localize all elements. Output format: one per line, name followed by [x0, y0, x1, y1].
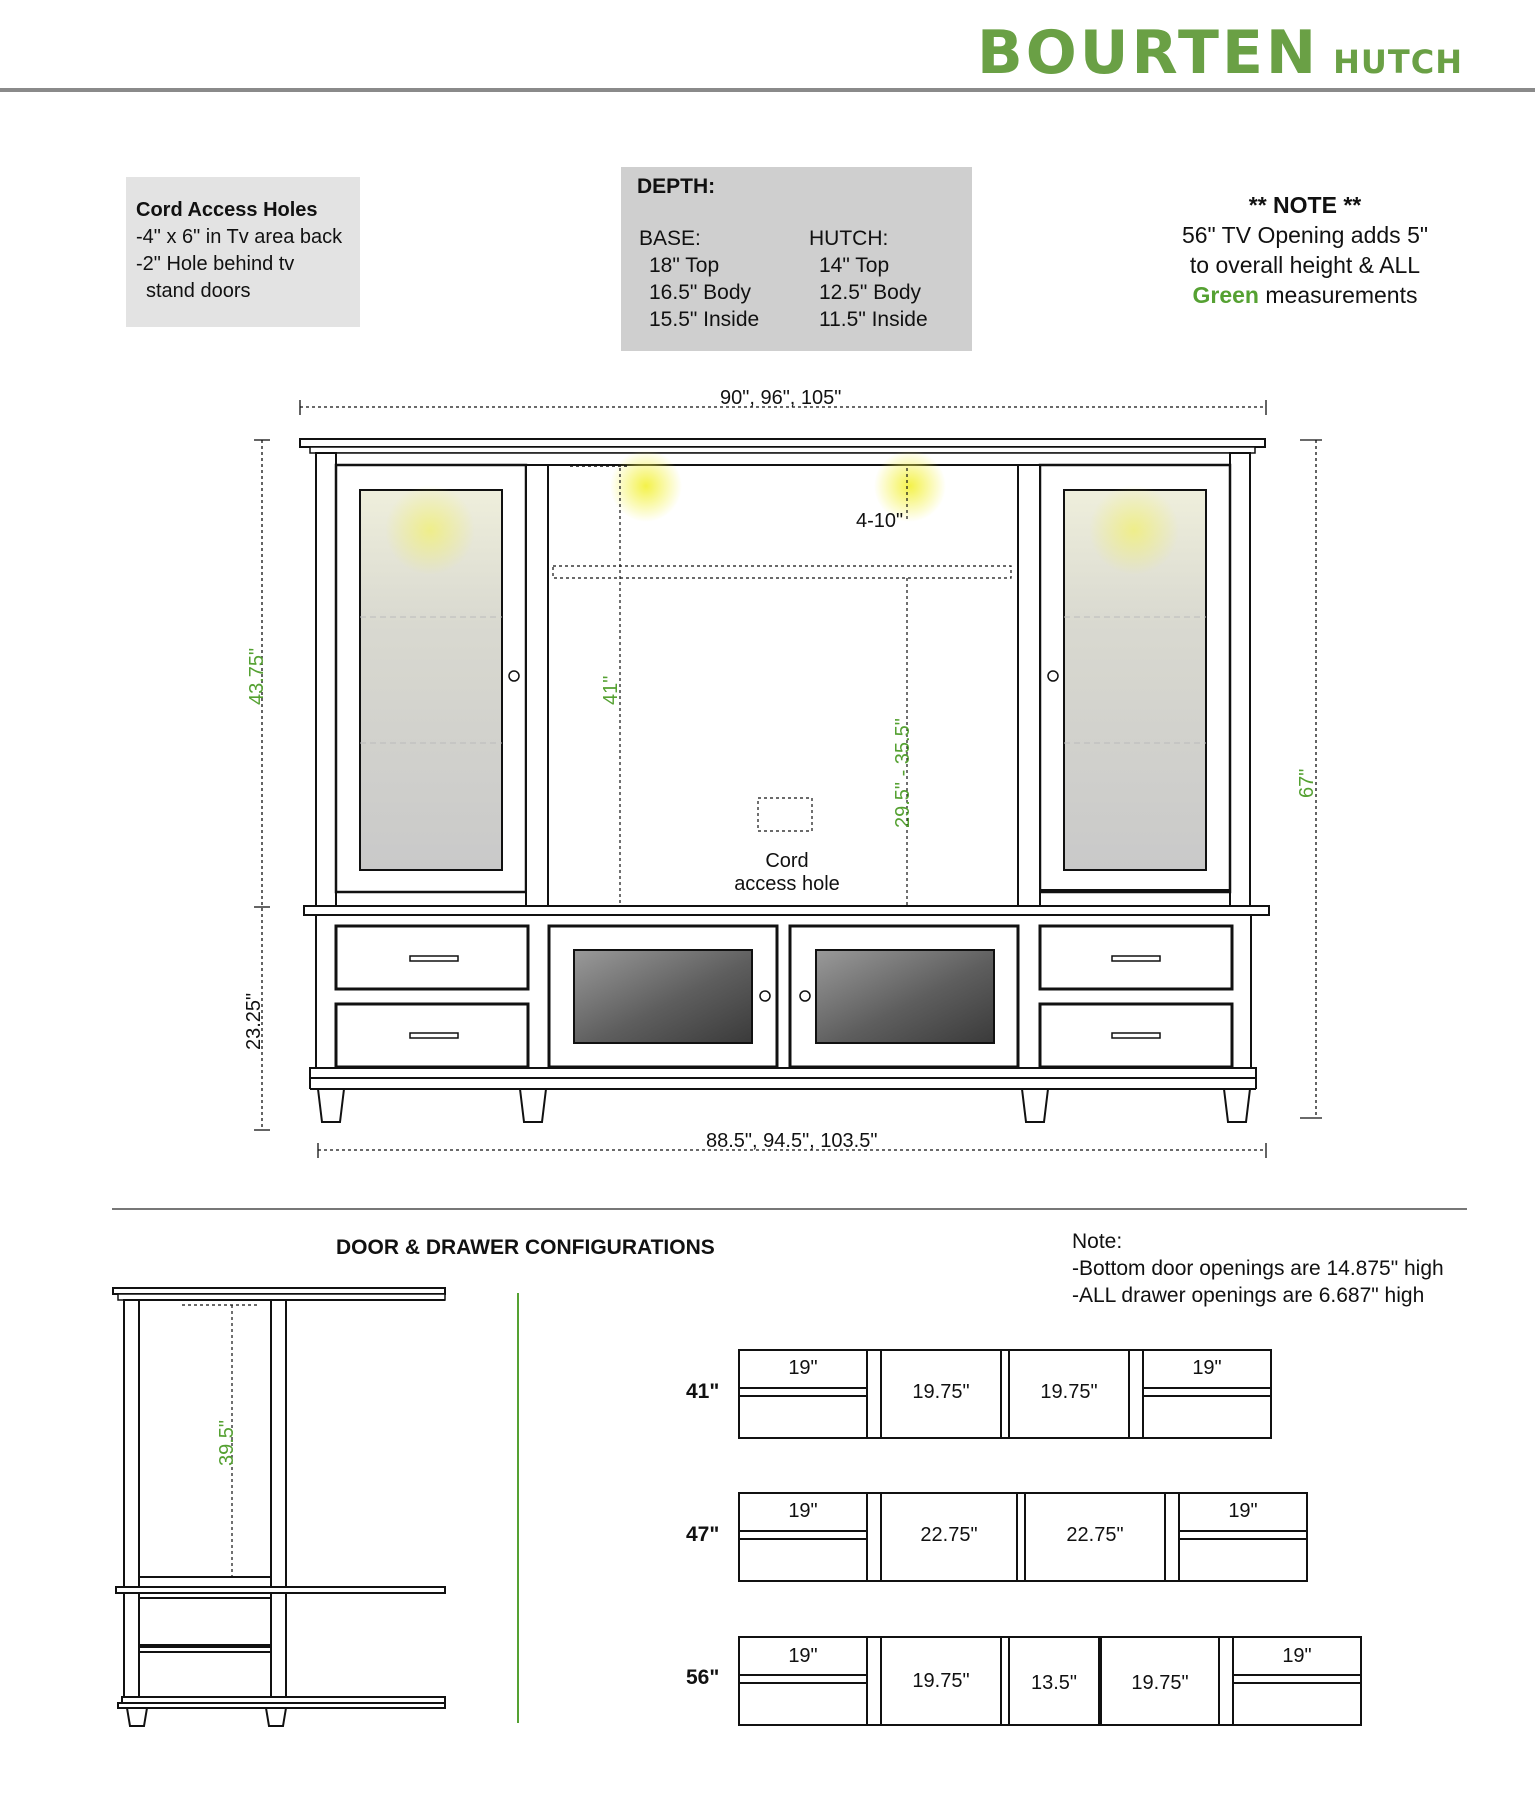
depth-base-item: 18" Top	[649, 254, 720, 277]
depth-hutch-item: 14" Top	[819, 254, 890, 277]
depth-hutch-item: 11.5" Inside	[819, 308, 928, 331]
config-cell-label: 19.75"	[1131, 1672, 1189, 1694]
depth-title: DEPTH:	[637, 175, 716, 198]
config-cell-label: 19.75"	[1040, 1381, 1098, 1403]
config-cell-label: 19"	[1192, 1357, 1222, 1379]
config-cell-label: 13.5"	[1030, 1672, 1078, 1694]
top-width-label: 90", 96", 105"	[720, 387, 842, 409]
cord-box-line: stand doors	[146, 280, 251, 302]
base-height-label: 23.25"	[243, 992, 265, 1050]
config-row-label: 47"	[686, 1523, 720, 1546]
opening-height-label: 41"	[600, 675, 622, 705]
note-line: to overall height & ALL	[1189, 252, 1421, 278]
config-cell-label: 19"	[788, 1645, 818, 1667]
configurations-note-line: -ALL drawer openings are 6.687" high	[1072, 1284, 1425, 1307]
side-height-label: 39.5"	[216, 1419, 238, 1466]
cord-box-line: -2" Hole behind tv	[136, 253, 295, 275]
configurations-title: DOOR & DRAWER CONFIGURATIONS	[336, 1236, 715, 1259]
depth-hutch-item: 12.5" Body	[819, 281, 922, 304]
note-green-word: Green	[1192, 282, 1259, 308]
brand-sub: HUTCH	[1333, 43, 1463, 81]
configurations-note-title: Note:	[1072, 1230, 1123, 1253]
note-title: ** NOTE **	[1248, 192, 1362, 218]
hutch-height-label: 43.75"	[246, 647, 268, 705]
cord-hole-label-1: Cord	[765, 850, 809, 872]
config-row-label: 56"	[686, 1666, 720, 1689]
cord-box-line: -4" x 6" in Tv area back	[136, 226, 343, 248]
depth-base-item: 16.5" Body	[649, 281, 752, 304]
bottom-width-label: 88.5", 94.5", 103.5"	[706, 1130, 878, 1152]
depth-hutch-title: HUTCH:	[809, 227, 889, 250]
overall-height-label: 67"	[1296, 768, 1318, 798]
shelf-range-label: 4-10"	[856, 510, 904, 532]
config-cell-label: 19.75"	[912, 1670, 970, 1692]
depth-base-item: 15.5" Inside	[649, 308, 760, 331]
cord-box-title: Cord Access Holes	[136, 199, 318, 221]
depth-base-title: BASE:	[639, 227, 701, 250]
config-cell-label: 22.75"	[920, 1524, 978, 1546]
config-row-label: 41"	[686, 1380, 720, 1403]
brand-name: BOURTEN	[977, 18, 1320, 88]
note-line: 56" TV Opening adds 5"	[1181, 222, 1429, 248]
configurations-note-line: -Bottom door openings are 14.875" high	[1072, 1257, 1444, 1280]
note-line-rest: measurements	[1258, 282, 1418, 308]
config-cell-label: 19.75"	[912, 1381, 970, 1403]
cord-hole-label-2: access hole	[734, 873, 840, 895]
config-cell-label: 19"	[1282, 1645, 1312, 1667]
tv-height-label: 29.5" - 35.5"	[892, 718, 914, 828]
config-cell-label: 19"	[1228, 1500, 1258, 1522]
config-cell-label: 19"	[788, 1500, 818, 1522]
config-cell-label: 22.75"	[1066, 1524, 1124, 1546]
config-cell-label: 19"	[788, 1357, 818, 1379]
